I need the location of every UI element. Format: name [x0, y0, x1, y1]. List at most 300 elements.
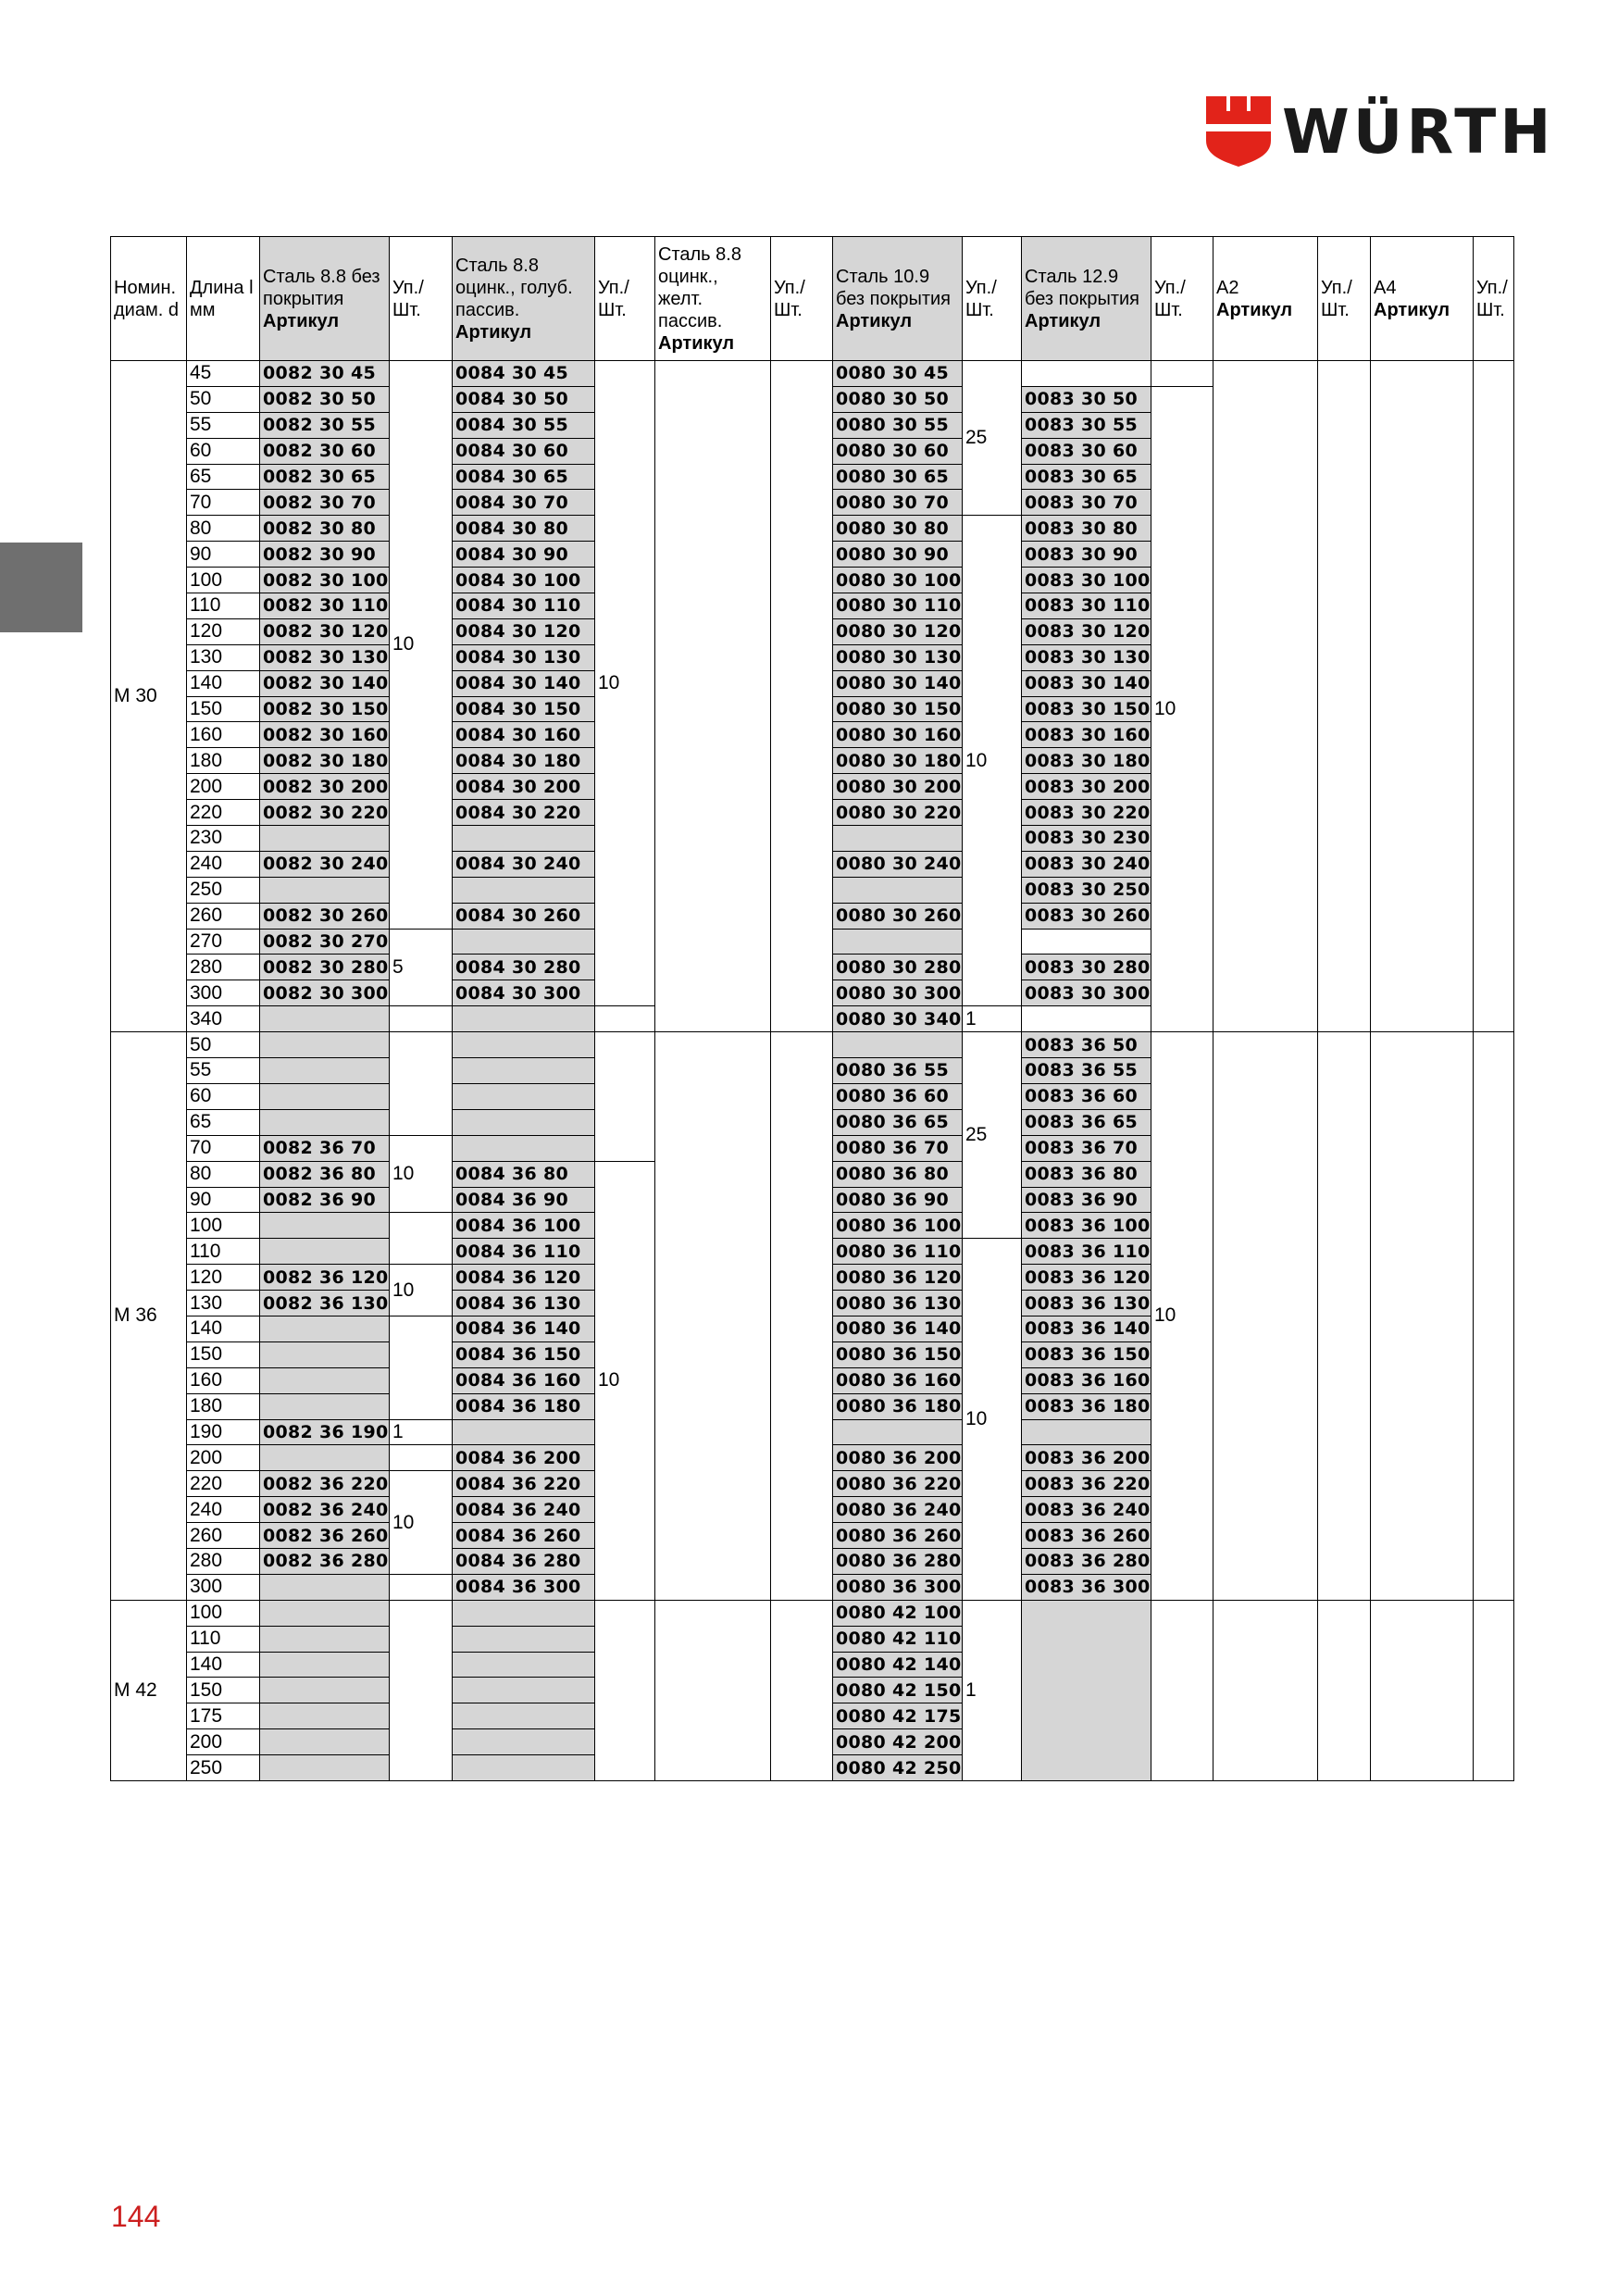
article-steel-88-zinc-blue: 0084 36 240 [453, 1497, 595, 1523]
article-steel-109-plain: 0080 30 150 [833, 696, 963, 722]
col-header-steel-88-zinc-yellow [655, 237, 771, 361]
article-steel-109-plain: 0080 30 60 [833, 438, 963, 464]
article-steel-88-zinc-blue-empty [453, 826, 595, 852]
article-steel-88-plain: 0082 30 300 [260, 980, 390, 1006]
article-steel-109-plain-empty [833, 1032, 963, 1058]
length-cell: 120 [187, 618, 260, 644]
article-steel-109-plain: 0080 30 65 [833, 464, 963, 490]
article-steel-109-plain: 0080 36 100 [833, 1213, 963, 1239]
article-steel-129-plain: 0083 30 65 [1022, 464, 1151, 490]
article-steel-129-plain: 0083 30 260 [1022, 903, 1151, 929]
article-steel-88-plain: 0082 30 200 [260, 774, 390, 800]
article-steel-88-zinc-blue: 0084 30 160 [453, 722, 595, 748]
article-steel-88-zinc-yellow-empty [655, 1600, 771, 1780]
article-steel-109-plain: 0080 30 260 [833, 903, 963, 929]
table-row [111, 361, 1514, 387]
article-steel-129-plain: 0083 36 200 [1022, 1445, 1151, 1471]
article-steel-109-plain: 0080 30 70 [833, 490, 963, 516]
article-steel-88-plain-empty [260, 1600, 390, 1626]
article-steel-88-zinc-yellow-empty [655, 361, 771, 1032]
col-header-steel-109-plain [833, 237, 963, 361]
length-cell: 90 [187, 1187, 260, 1213]
pack-qty: 10 [390, 1471, 453, 1575]
article-steel-129-plain: 0083 36 140 [1022, 1316, 1151, 1341]
article-steel-88-zinc-blue: 0084 36 80 [453, 1161, 595, 1187]
article-steel-109-plain-empty [833, 826, 963, 852]
article-steel-129-plain: 0083 36 180 [1022, 1393, 1151, 1419]
article-steel-88-plain-empty [260, 1652, 390, 1678]
pack-qty [390, 1032, 453, 1136]
article-steel-129-plain: 0083 36 280 [1022, 1548, 1151, 1574]
length-cell: 90 [187, 542, 260, 568]
length-cell: 45 [187, 361, 260, 387]
length-cell: 80 [187, 1161, 260, 1187]
header-label: Сталь 8.8 без покрытия [263, 266, 380, 309]
article-steel-109-plain: 0080 36 70 [833, 1135, 963, 1161]
article-steel-109-plain: 0080 42 250 [833, 1755, 963, 1781]
article-steel-88-zinc-blue-empty [453, 1058, 595, 1084]
article-steel-129-plain: 0083 30 240 [1022, 851, 1151, 877]
article-steel-88-plain-empty [260, 1445, 390, 1471]
article-steel-109-plain: 0080 36 90 [833, 1187, 963, 1213]
article-steel-88-plain: 0082 30 70 [260, 490, 390, 516]
article-steel-88-plain: 0082 30 90 [260, 542, 390, 568]
header-article: Артикул [455, 321, 532, 343]
length-cell: 100 [187, 568, 260, 593]
article-steel-88-plain: 0082 30 60 [260, 438, 390, 464]
article-steel-88-zinc-blue: 0084 30 260 [453, 903, 595, 929]
article-steel-129-plain: 0083 36 55 [1022, 1058, 1151, 1084]
length-cell: 220 [187, 800, 260, 826]
pack-qty: 10 [390, 361, 453, 930]
header-label: Сталь 8.8 оцинк., желт. пассив. [658, 243, 741, 331]
article-steel-129-plain: 0083 36 100 [1022, 1213, 1151, 1239]
article-a2-empty [1214, 1600, 1318, 1780]
article-steel-109-plain: 0080 36 140 [833, 1316, 963, 1341]
article-steel-88-zinc-blue: 0084 30 80 [453, 516, 595, 542]
article-steel-129-plain: 0083 30 220 [1022, 800, 1151, 826]
article-steel-88-zinc-blue: 0084 36 180 [453, 1393, 595, 1419]
article-steel-88-plain-empty [260, 1341, 390, 1367]
length-cell: 200 [187, 1445, 260, 1471]
article-steel-129-plain-empty [1022, 361, 1151, 387]
article-steel-109-plain: 0080 42 200 [833, 1729, 963, 1755]
article-steel-109-plain: 0080 30 300 [833, 980, 963, 1006]
length-cell: 150 [187, 1678, 260, 1703]
length-cell: 50 [187, 1032, 260, 1058]
header-label: Сталь 12.9 без покрытия [1025, 266, 1140, 309]
pack-qty: 1 [963, 1006, 1022, 1032]
length-cell: 60 [187, 438, 260, 464]
article-steel-88-zinc-blue: 0084 36 220 [453, 1471, 595, 1497]
article-steel-129-plain-empty [1022, 1419, 1151, 1445]
article-steel-129-plain: 0083 36 300 [1022, 1574, 1151, 1600]
article-steel-109-plain: 0080 36 180 [833, 1393, 963, 1419]
article-steel-88-plain: 0082 30 100 [260, 568, 390, 593]
col-header-steel-88-zinc-blue [453, 237, 595, 361]
length-cell: 100 [187, 1600, 260, 1626]
article-steel-129-plain: 0083 30 230 [1022, 826, 1151, 852]
length-cell: 100 [187, 1213, 260, 1239]
length-cell: 220 [187, 1471, 260, 1497]
pack-qty [595, 1600, 655, 1780]
article-steel-129-plain: 0083 30 280 [1022, 955, 1151, 980]
length-cell: 160 [187, 1367, 260, 1393]
article-steel-109-plain: 0080 36 260 [833, 1523, 963, 1549]
table-row [111, 1032, 1514, 1058]
length-cell: 280 [187, 955, 260, 980]
article-a4-empty [1371, 1600, 1474, 1780]
article-steel-129-plain: 0083 36 130 [1022, 1291, 1151, 1316]
length-cell: 240 [187, 1497, 260, 1523]
table-row [111, 1600, 1514, 1626]
header-article: Артикул [1374, 299, 1450, 320]
article-steel-129-plain: 0083 30 60 [1022, 438, 1151, 464]
article-steel-88-plain: 0082 36 220 [260, 1471, 390, 1497]
article-steel-129-plain: 0083 36 90 [1022, 1187, 1151, 1213]
article-steel-109-plain-empty [833, 877, 963, 903]
article-steel-88-zinc-blue-empty [453, 1755, 595, 1781]
article-steel-88-plain-empty [260, 1109, 390, 1135]
article-steel-88-zinc-blue: 0084 30 130 [453, 644, 595, 670]
article-steel-88-plain: 0082 36 70 [260, 1135, 390, 1161]
article-steel-88-plain: 0082 36 280 [260, 1548, 390, 1574]
article-steel-88-plain: 0082 30 50 [260, 386, 390, 412]
article-steel-88-plain: 0082 30 130 [260, 644, 390, 670]
pack-qty [390, 1600, 453, 1780]
article-steel-129-plain: 0083 36 110 [1022, 1239, 1151, 1265]
col-header-nominal-diameter: Номин. диам. d [111, 237, 187, 361]
article-steel-88-plain: 0082 36 130 [260, 1291, 390, 1316]
article-steel-88-zinc-blue-empty [453, 877, 595, 903]
article-steel-88-plain-empty [260, 1755, 390, 1781]
article-steel-88-zinc-blue-empty [453, 1032, 595, 1058]
article-steel-109-plain: 0080 36 80 [833, 1161, 963, 1187]
length-cell: 65 [187, 1109, 260, 1135]
length-cell: 70 [187, 490, 260, 516]
pack-qty: 10 [963, 516, 1022, 1006]
article-steel-129-plain: 0083 36 160 [1022, 1367, 1151, 1393]
page-number: 144 [111, 2200, 161, 2233]
pack-qty: 10 [1151, 386, 1214, 1031]
pack-qty-empty [771, 361, 833, 1032]
article-steel-88-zinc-blue: 0084 30 180 [453, 748, 595, 774]
article-steel-109-plain: 0080 36 150 [833, 1341, 963, 1367]
article-steel-109-plain: 0080 42 140 [833, 1652, 963, 1678]
length-cell: 250 [187, 877, 260, 903]
length-cell: 160 [187, 722, 260, 748]
article-steel-129-plain: 0083 36 70 [1022, 1135, 1151, 1161]
header-label: Сталь 8.8 оцинк., голуб. пассив. [455, 255, 573, 320]
article-a2-empty [1214, 361, 1318, 1032]
header-label: A2 [1216, 277, 1239, 298]
header-article: Артикул [836, 310, 913, 331]
length-cell: 130 [187, 644, 260, 670]
article-steel-88-plain-empty [260, 1239, 390, 1265]
length-cell: 180 [187, 748, 260, 774]
article-steel-88-zinc-blue: 0084 36 200 [453, 1445, 595, 1471]
pack-qty-empty [1474, 1600, 1514, 1780]
article-steel-129-plain: 0083 30 150 [1022, 696, 1151, 722]
length-cell: 260 [187, 903, 260, 929]
length-cell: 80 [187, 516, 260, 542]
article-steel-88-zinc-blue: 0084 30 120 [453, 618, 595, 644]
article-steel-88-plain: 0082 36 260 [260, 1523, 390, 1549]
article-steel-88-plain: 0082 30 120 [260, 618, 390, 644]
pack-qty-empty [1474, 361, 1514, 1032]
article-steel-109-plain: 0080 30 200 [833, 774, 963, 800]
col-header-pack: Уп./ Шт. [1151, 237, 1214, 361]
article-steel-88-zinc-blue: 0084 30 50 [453, 386, 595, 412]
article-a2-empty [1214, 1032, 1318, 1601]
pack-qty-empty [1318, 361, 1371, 1032]
pack-qty: 10 [1151, 1032, 1214, 1601]
pack-qty-empty [1318, 1600, 1371, 1780]
pack-qty: 10 [595, 1161, 655, 1600]
pack-qty [595, 1006, 655, 1032]
length-cell: 150 [187, 696, 260, 722]
article-steel-88-zinc-blue-empty [453, 1006, 595, 1032]
article-steel-88-zinc-blue-empty [453, 1419, 595, 1445]
side-section-tab [0, 543, 82, 632]
article-steel-88-plain: 0082 30 240 [260, 851, 390, 877]
article-steel-88-plain: 0082 36 190 [260, 1419, 390, 1445]
wurth-logo-mark-icon [1206, 96, 1271, 167]
article-steel-88-zinc-blue-empty [453, 1703, 595, 1729]
article-steel-88-zinc-blue-empty [453, 1729, 595, 1755]
article-steel-129-plain: 0083 30 110 [1022, 593, 1151, 619]
pack-qty [390, 1445, 453, 1471]
pack-qty: 25 [963, 1032, 1022, 1239]
article-steel-129-plain: 0083 36 65 [1022, 1109, 1151, 1135]
article-steel-88-zinc-blue: 0084 30 200 [453, 774, 595, 800]
pack-qty [1151, 1600, 1214, 1780]
article-steel-88-plain-empty [260, 1367, 390, 1393]
length-cell: 180 [187, 1393, 260, 1419]
nominal-diameter: M 30 [111, 361, 187, 1032]
length-cell: 200 [187, 774, 260, 800]
article-steel-109-plain: 0080 30 160 [833, 722, 963, 748]
article-steel-109-plain: 0080 36 55 [833, 1058, 963, 1084]
pack-qty [390, 1006, 453, 1032]
col-header-pack: Уп./ Шт. [390, 237, 453, 361]
col-header-pack: Уп./ Шт. [771, 237, 833, 361]
article-steel-129-plain: 0083 30 80 [1022, 516, 1151, 542]
article-steel-129-plain-empty [1022, 1006, 1151, 1032]
article-steel-109-plain: 0080 36 60 [833, 1083, 963, 1109]
article-steel-88-zinc-blue: 0084 36 110 [453, 1239, 595, 1265]
length-cell: 280 [187, 1548, 260, 1574]
length-cell: 300 [187, 980, 260, 1006]
article-steel-88-plain-empty [260, 1058, 390, 1084]
col-header-pack: Уп./ Шт. [1318, 237, 1371, 361]
length-cell: 65 [187, 464, 260, 490]
article-steel-88-plain-empty [260, 1393, 390, 1419]
wurth-logo [1206, 96, 1555, 168]
pack-qty: 10 [963, 1239, 1022, 1600]
length-cell: 110 [187, 593, 260, 619]
length-cell: 340 [187, 1006, 260, 1032]
article-steel-129-plain: 0083 36 80 [1022, 1161, 1151, 1187]
article-steel-109-plain: 0080 36 220 [833, 1471, 963, 1497]
article-steel-88-plain-empty [260, 1006, 390, 1032]
article-steel-129-plain: 0083 30 160 [1022, 722, 1151, 748]
header-article: Артикул [1216, 299, 1293, 320]
table-header-row [111, 237, 1514, 361]
article-steel-88-zinc-yellow-empty [655, 1032, 771, 1601]
bolt-article-table [110, 236, 1514, 1781]
article-steel-109-plain: 0080 42 100 [833, 1600, 963, 1626]
length-cell: 250 [187, 1755, 260, 1781]
article-steel-88-plain-empty [260, 1703, 390, 1729]
article-steel-109-plain: 0080 30 280 [833, 955, 963, 980]
article-steel-109-plain: 0080 30 50 [833, 386, 963, 412]
article-steel-109-plain: 0080 30 110 [833, 593, 963, 619]
pack-qty-empty [1474, 1032, 1514, 1601]
article-steel-109-plain: 0080 30 120 [833, 618, 963, 644]
wurth-logo-text: WÜRTH [1282, 96, 1555, 168]
article-steel-88-plain-empty [260, 1032, 390, 1058]
article-steel-109-plain: 0080 30 100 [833, 568, 963, 593]
article-steel-88-plain: 0082 30 270 [260, 929, 390, 955]
article-steel-129-plain: 0083 36 120 [1022, 1265, 1151, 1291]
article-steel-109-plain: 0080 42 110 [833, 1626, 963, 1652]
article-steel-109-plain: 0080 30 240 [833, 851, 963, 877]
article-steel-129-plain: 0083 30 130 [1022, 644, 1151, 670]
article-steel-88-zinc-blue: 0084 30 65 [453, 464, 595, 490]
col-header-steel-88-plain [260, 237, 390, 361]
pack-qty: 1 [963, 1600, 1022, 1780]
article-steel-88-plain: 0082 36 120 [260, 1265, 390, 1291]
article-steel-88-plain: 0082 30 220 [260, 800, 390, 826]
article-steel-109-plain: 0080 36 160 [833, 1367, 963, 1393]
article-steel-88-zinc-blue: 0084 36 160 [453, 1367, 595, 1393]
article-steel-109-plain: 0080 36 130 [833, 1291, 963, 1316]
article-steel-88-zinc-blue-empty [453, 1083, 595, 1109]
article-steel-88-plain: 0082 30 280 [260, 955, 390, 980]
pack-qty [595, 1032, 655, 1161]
article-steel-88-zinc-blue: 0084 36 100 [453, 1213, 595, 1239]
article-steel-129-plain: 0083 30 55 [1022, 412, 1151, 438]
article-steel-109-plain: 0080 42 150 [833, 1678, 963, 1703]
length-cell: 200 [187, 1729, 260, 1755]
pack-qty-empty [771, 1032, 833, 1601]
length-cell: 140 [187, 1316, 260, 1341]
article-a4-empty [1371, 361, 1474, 1032]
article-steel-88-plain-empty [260, 1574, 390, 1600]
article-steel-88-zinc-blue: 0084 30 280 [453, 955, 595, 980]
article-steel-88-plain: 0082 30 45 [260, 361, 390, 387]
col-header-steel-129-plain [1022, 237, 1151, 361]
length-cell: 55 [187, 1058, 260, 1084]
article-steel-88-zinc-blue: 0084 36 120 [453, 1265, 595, 1291]
length-cell: 190 [187, 1419, 260, 1445]
col-header-pack: Уп./ Шт. [1474, 237, 1514, 361]
header-article: Артикул [263, 310, 340, 331]
article-steel-129-plain: 0083 36 150 [1022, 1341, 1151, 1367]
article-steel-88-zinc-blue: 0084 36 140 [453, 1316, 595, 1341]
length-cell: 110 [187, 1626, 260, 1652]
article-steel-109-plain: 0080 36 65 [833, 1109, 963, 1135]
article-steel-129-plain-empty [1022, 929, 1151, 955]
article-steel-129-plain: 0083 30 90 [1022, 542, 1151, 568]
article-steel-88-zinc-blue: 0084 30 90 [453, 542, 595, 568]
article-steel-129-plain: 0083 30 250 [1022, 877, 1151, 903]
article-steel-88-zinc-blue-empty [453, 929, 595, 955]
article-steel-129-plain: 0083 36 60 [1022, 1083, 1151, 1109]
article-steel-109-plain: 0080 30 180 [833, 748, 963, 774]
article-steel-109-plain: 0080 30 130 [833, 644, 963, 670]
length-cell: 60 [187, 1083, 260, 1109]
article-steel-129-plain: 0083 30 140 [1022, 670, 1151, 696]
article-steel-88-zinc-blue: 0084 36 280 [453, 1548, 595, 1574]
article-steel-129-plain: 0083 30 300 [1022, 980, 1151, 1006]
col-header-length: Длина l мм [187, 237, 260, 361]
pack-qty: 5 [390, 929, 453, 1006]
pack-qty-empty [1318, 1032, 1371, 1601]
article-steel-109-plain: 0080 30 220 [833, 800, 963, 826]
article-steel-88-zinc-blue-empty [453, 1600, 595, 1626]
article-steel-129-plain: 0083 36 220 [1022, 1471, 1151, 1497]
article-steel-88-zinc-blue-empty [453, 1135, 595, 1161]
article-steel-88-plain: 0082 36 80 [260, 1161, 390, 1187]
article-steel-88-zinc-blue: 0084 30 70 [453, 490, 595, 516]
pack-qty: 1 [390, 1419, 453, 1445]
article-steel-129-plain: 0083 36 240 [1022, 1497, 1151, 1523]
pack-qty [390, 1316, 453, 1419]
article-steel-88-plain: 0082 30 55 [260, 412, 390, 438]
table-body [111, 361, 1514, 1781]
article-steel-109-plain: 0080 30 55 [833, 412, 963, 438]
article-steel-109-plain: 0080 36 200 [833, 1445, 963, 1471]
length-cell: 175 [187, 1703, 260, 1729]
article-steel-129-plain: 0083 30 200 [1022, 774, 1151, 800]
col-header-pack: Уп./ Шт. [963, 237, 1022, 361]
article-steel-129-plain: 0083 30 100 [1022, 568, 1151, 593]
article-steel-88-zinc-blue: 0084 30 45 [453, 361, 595, 387]
col-header-pack: Уп./ Шт. [595, 237, 655, 361]
article-steel-88-zinc-blue-empty [453, 1109, 595, 1135]
article-steel-88-plain-empty [260, 1083, 390, 1109]
pack-qty: 10 [390, 1135, 453, 1213]
article-steel-88-plain-empty [260, 1729, 390, 1755]
length-cell: 120 [187, 1265, 260, 1291]
article-steel-88-zinc-blue: 0084 30 55 [453, 412, 595, 438]
length-cell: 230 [187, 826, 260, 852]
length-cell: 240 [187, 851, 260, 877]
header-label: Сталь 10.9 без покрытия [836, 266, 952, 309]
article-steel-88-zinc-blue: 0084 36 150 [453, 1341, 595, 1367]
article-steel-129-plain: 0083 36 260 [1022, 1523, 1151, 1549]
article-steel-109-plain-empty [833, 1419, 963, 1445]
article-steel-109-plain: 0080 36 120 [833, 1265, 963, 1291]
pack-qty: 25 [963, 361, 1022, 516]
article-steel-129-plain: 0083 30 120 [1022, 618, 1151, 644]
article-steel-88-plain-empty [260, 1316, 390, 1341]
nominal-diameter: M 42 [111, 1600, 187, 1780]
article-steel-129-plain: 0083 30 180 [1022, 748, 1151, 774]
article-steel-88-zinc-blue: 0084 36 300 [453, 1574, 595, 1600]
article-steel-88-zinc-blue-empty [453, 1678, 595, 1703]
header-article: Артикул [658, 332, 735, 354]
article-steel-88-plain: 0082 36 90 [260, 1187, 390, 1213]
pack-qty [390, 1213, 453, 1265]
article-steel-109-plain-empty [833, 929, 963, 955]
article-steel-88-zinc-blue: 0084 36 90 [453, 1187, 595, 1213]
article-a4-empty [1371, 1032, 1474, 1601]
article-steel-88-zinc-blue: 0084 30 240 [453, 851, 595, 877]
length-cell: 150 [187, 1341, 260, 1367]
